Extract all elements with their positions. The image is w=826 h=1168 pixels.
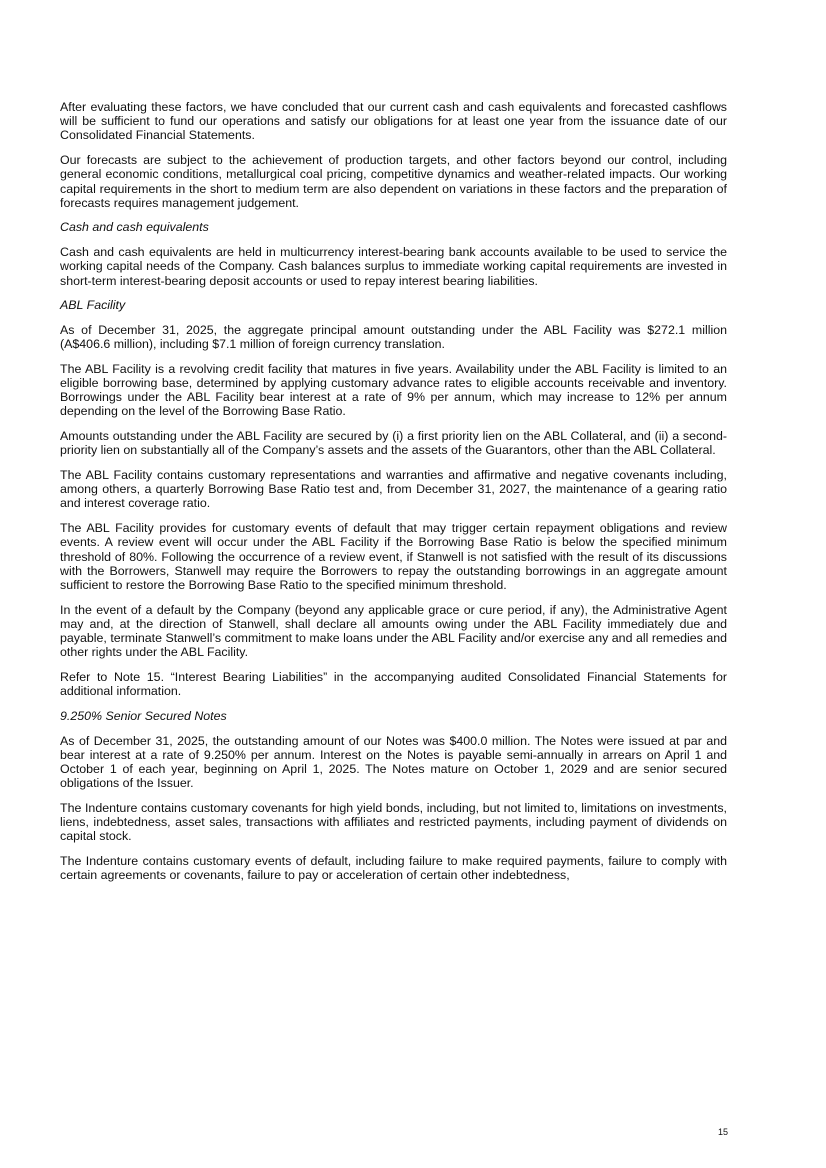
paragraph-cash-equivalents: Cash and cash equivalents are held in multicurrency interest-bearing bank accounts available to be used to service the working capital needs of the Company. Cash balances surplus to immediate working capital requirements are invested in short-term interest-bearing deposit accounts or used to repay interest bearing liabilities.	[60, 245, 727, 288]
paragraph-forecasts: Our forecasts are subject to the achievement of production targets, and other factors beyond our control, including general economic conditions, metallurgical coal pricing, competitive dynamics and weather-related impacts. Our working capital requirements in the short to medium term are also dependent on variations in these factors and the preparation of forecasts requires management judgement.	[60, 153, 727, 210]
paragraph-liquidity-conclusion: After evaluating these factors, we have concluded that our current cash and cash equivalents and forecasted cashflows will be sufficient to fund our operations and satisfy our obligations for at least one year from the issuance date of our Consolidated Financial Statements.	[60, 100, 727, 143]
paragraph-notes-outstanding: As of December 31, 2025, the outstanding amount of our Notes was $400.0 million. The Notes were issued at par and bear interest at a rate of 9.250% per annum. Interest on the Notes is payable semi-annually in arrears on April 1 and October 1 of each year, beginning on April 1, 2025. The Notes mature on October 1, 2029 and are senior secured obligations of the Issuer.	[60, 733, 727, 791]
section-heading-senior-notes: 9.250% Senior Secured Notes	[60, 708, 227, 723]
paragraph-abl-default-remedies: In the event of a default by the Company (beyond any applicable grace or cure period, if any), the Administrative Agent may and, at the direction of Stanwell, shall declare all amounts owing under the ABL Facility immediately due and payable, terminate Stanwell’s commitment to make loans under the ABL Facility and/or exercise any and all remedies and other rights under the ABL Facility.	[60, 602, 727, 660]
paragraph-indenture-defaults: The Indenture contains customary events of default, including failure to make required payments, failure to comply with certain agreements or covenants, failure to pay or acceleration of certain other indebtedness,	[60, 854, 727, 883]
paragraph-abl-events-of-default: The ABL Facility provides for customary events of default that may trigger certain repayment obligations and review events. A review event will occur under the ABL Facility if the Borrowing Base Ratio is below the specified minimum threshold of 80%. Following the occurrence of a review event, if Stanwell is not satisfied with the result of its discussions with the Borrowers, Stanwell may require the Borrowers to repay the outstanding borrowings in an aggregate amount sufficient to restore the Borrowing Base Ratio to the specified minimum threshold.	[60, 521, 727, 592]
paragraph-abl-security: Amounts outstanding under the ABL Facility are secured by (i) a first priority lien on the ABL Collateral, and (ii) a second-priority lien on substantially all of the Company’s assets and the assets of the Guarantors, other than the ABL Collateral.	[60, 429, 727, 458]
paragraph-indenture-covenants: The Indenture contains customary covenants for high yield bonds, including, but not limited to, limitations on investments, liens, indebtedness, asset sales, transactions with affiliates and restricted payments, including payment of dividends on capital stock.	[60, 800, 727, 844]
paragraph-abl-covenants: The ABL Facility contains customary representations and warranties and affirmative and negative covenants including, among others, a quarterly Borrowing Base Ratio test and, from December 31, 2027, the maintenance of a gearing ratio and interest coverage ratio.	[60, 468, 727, 511]
paragraph-note-reference: Refer to Note 15. “Interest Bearing Liabilities” in the accompanying audited Consolidated Financial Statements for additional information.	[60, 670, 727, 699]
paragraph-abl-outstanding: As of December 31, 2025, the aggregate principal amount outstanding under the ABL Facility was $272.1 million (A$406.6 million), including $7.1 million of foreign currency translation.	[60, 322, 727, 352]
page-number: 15	[717, 1127, 728, 1137]
section-heading-cash: Cash and cash equivalents	[60, 220, 209, 235]
document-body	[60, 100, 727, 893]
section-heading-abl-facility: ABL Facility	[60, 298, 126, 313]
paragraph-abl-revolving: The ABL Facility is a revolving credit facility that matures in five years. Availability under the ABL Facility is limited to an eligible borrowing base, determined by applying customary advance rates to eligible accounts receivable and inventory. Borrowings under the ABL Facility bear interest at a rate of 9% per annum, which may increase to 12% per annum depending on the level of the Borrowing Base Ratio.	[60, 361, 727, 419]
